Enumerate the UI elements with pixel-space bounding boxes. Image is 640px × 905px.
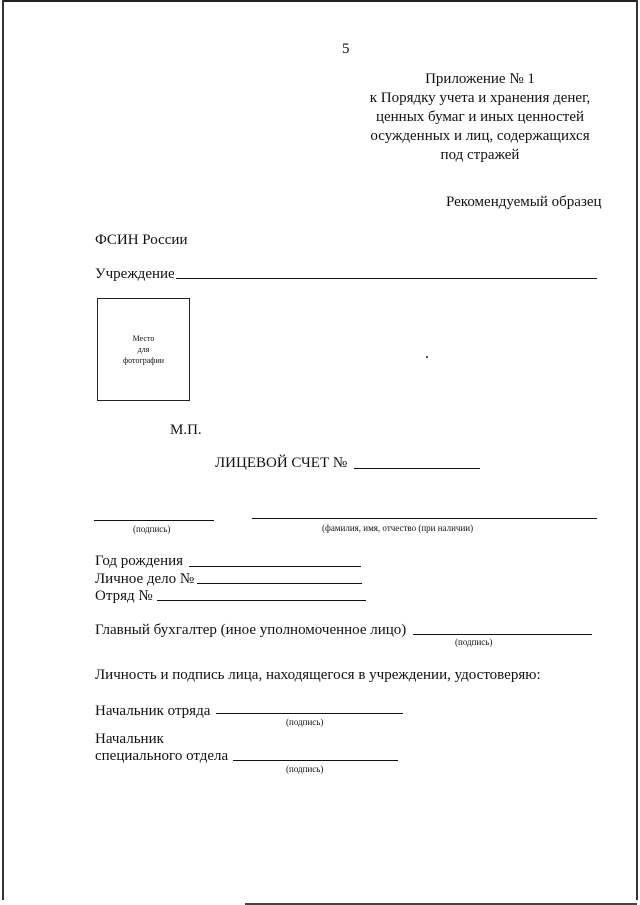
organization-name: ФСИН России [95,232,188,248]
appendix-header [360,70,600,165]
photo-placeholder [97,298,190,401]
account-title: ЛИЦЕВОЙ СЧЕТ № [215,455,348,471]
page-border-left [2,0,4,900]
recommended-sample: Рекомендуемый образец [446,194,602,210]
owner-signature-caption: (подпись) [133,524,171,534]
squad-label: Отряд № [95,588,153,604]
squad-head-signature-field[interactable] [216,713,403,714]
photo-placeholder-line-3: фотографии [122,356,165,365]
photo-placeholder-line-1: Место [132,334,155,343]
page-border-right [636,0,638,900]
page-number: 5 [342,41,350,57]
squad-head-signature-caption: (подпись) [286,717,324,727]
appendix-line-3: ценных бумаг и иных ценностей [375,109,585,125]
page-border-top [3,0,637,2]
personal-file-label: Личное дело № [95,571,195,587]
institution-label: Учреждение [95,266,175,282]
certify-text: Личность и подпись лица, находящегося в учреждении, удостоверяю: [95,667,541,683]
squad-head-label: Начальник отряда [95,703,211,719]
owner-signature-field[interactable] [94,520,214,521]
birth-year-label: Год рождения [95,553,184,569]
special-dept-head-signature-caption: (подпись) [286,764,324,774]
special-dept-head-label-line-1: Начальник [95,731,164,747]
birth-year-field[interactable] [189,566,361,567]
owner-fullname-caption: (фамилия, имя, отчество (при наличии) [322,523,474,533]
personal-file-field[interactable] [197,583,362,584]
stray-dot [426,356,428,358]
appendix-line-2: к Порядку учета и хранения денег, [369,90,591,106]
owner-fullname-field[interactable] [252,518,597,519]
chief-accountant-label: Главный бухгалтер (иное уполномоченное лицо) [95,622,407,638]
squad-field[interactable] [157,600,366,601]
photo-placeholder-line-2: для [137,345,150,354]
special-dept-head-signature-field[interactable] [233,760,398,761]
chief-accountant-signature-field[interactable] [413,634,592,635]
stamp-place: М.П. [170,422,202,438]
appendix-line-5: под стражей [440,147,520,163]
special-dept-head-label-line-2: специального отдела [95,748,229,764]
appendix-line-1: Приложение № 1 [425,71,535,87]
institution-field[interactable] [176,278,597,279]
account-number-field[interactable] [354,468,480,469]
chief-accountant-signature-caption: (подпись) [455,637,493,647]
appendix-line-4: осужденных и лиц, содержащихся [370,128,590,144]
